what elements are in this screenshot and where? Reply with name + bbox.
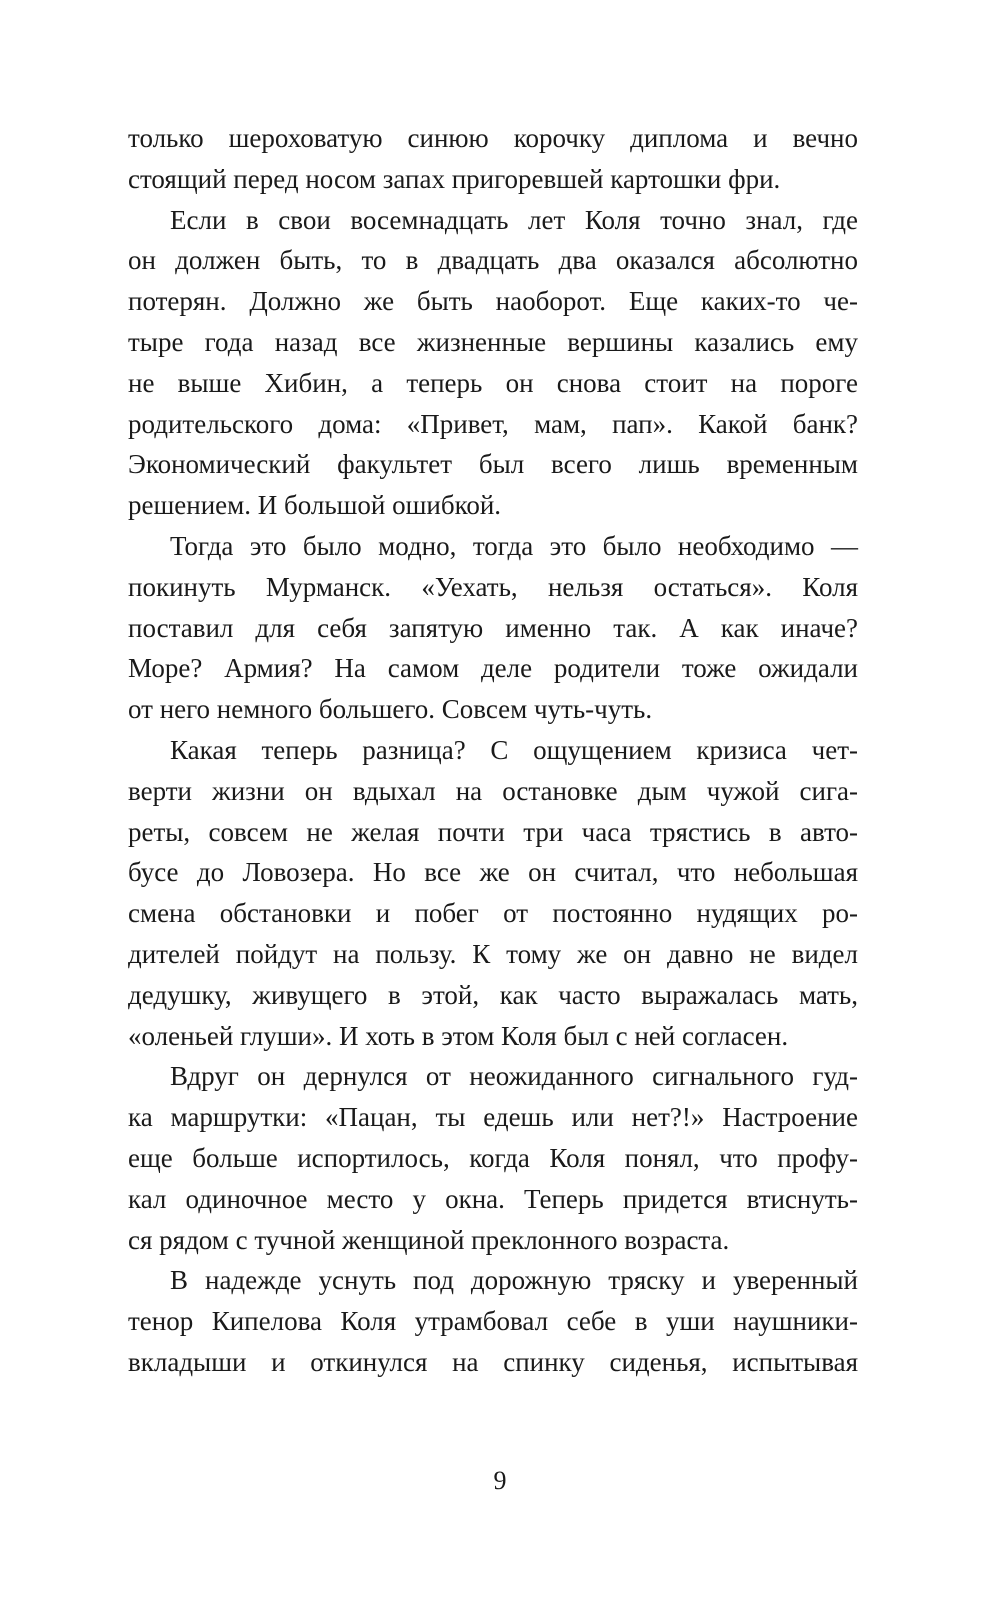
text-line: Если в свои восемнадцать лет Коля точно знал, где [170, 204, 858, 235]
body-text [128, 118, 858, 1383]
text-line: Вдруг он дернулся от неожиданного сигнального гуд- [170, 1061, 858, 1092]
text-line: покинуть Мурманск. «Уехать, нельзя остаться». Коля [128, 571, 858, 602]
text-line: бусе до Ловозера. Но все же он считал, что небольшая [128, 857, 858, 888]
page-number: 9 [493, 1466, 507, 1495]
text-line: не выше Хибин, а теперь он снова стоит на пороге [128, 367, 858, 398]
text-line: смена обстановки и побег от постоянно нудящих ро- [128, 898, 858, 929]
text-line: он должен быть, то в двадцать два оказался абсолютно [128, 245, 858, 276]
text-line: ся рядом с тучной женщиной преклонного возраста. [128, 1224, 730, 1255]
text-line: дедушку, живущего в этой, как часто выражалась мать, [128, 979, 858, 1010]
text-line: еще больше испортилось, когда Коля понял, что профу- [128, 1142, 858, 1173]
text-line: кал одиночное место у окна. Теперь придется втиснуть- [128, 1183, 858, 1214]
text-line: Какая теперь разница? С ощущением кризиса чет- [170, 734, 858, 765]
text-line: реты, совсем не желая почти три часа трястись в авто- [128, 816, 858, 847]
text-line: стоящий перед носом запах пригоревшей картошки фри. [128, 163, 781, 194]
text-line: Экономический факультет был всего лишь временным [128, 449, 858, 480]
text-line: вкладыши и откинулся на спинку сиденья, испытывая [128, 1346, 858, 1377]
text-line: «оленьей глуши». И хоть в этом Коля был с ней согласен. [128, 1020, 789, 1051]
text-line: от него немного большего. Совсем чуть-чуть. [128, 694, 653, 725]
text-line: верти жизни он вдыхал на остановке дым чужой сига- [128, 775, 858, 806]
text-line: поставил для себя запятую именно так. А как иначе? [128, 612, 858, 643]
text-line: решением. И большой ошибкой. [128, 490, 502, 521]
text-line: тыре года назад все жизненные вершины казались ему [128, 326, 858, 357]
text-line: тенор Кипелова Коля утрамбовал себе в уши наушники- [128, 1306, 858, 1337]
text-line: Тогда это было модно, тогда это было необходимо — [170, 530, 858, 561]
text-line: потерян. Должно же быть наоборот. Еще каких-то че- [128, 286, 858, 317]
text-line: дителей пойдут на пользу. К тому же он давно не видел [128, 938, 858, 969]
text-line: только шероховатую синюю корочку диплома и вечно [128, 123, 858, 153]
text-line: Море? Армия? На самом деле родители тоже ожидали [128, 653, 858, 684]
text-line: ка маршрутки: «Пацан, ты едешь или нет?!» Настроение [128, 1102, 858, 1133]
text-line: родительского дома: «Привет, мам, пап». Какой банк? [128, 408, 858, 439]
text-line: В надежде уснуть под дорожную тряску и уверенный [170, 1265, 858, 1296]
